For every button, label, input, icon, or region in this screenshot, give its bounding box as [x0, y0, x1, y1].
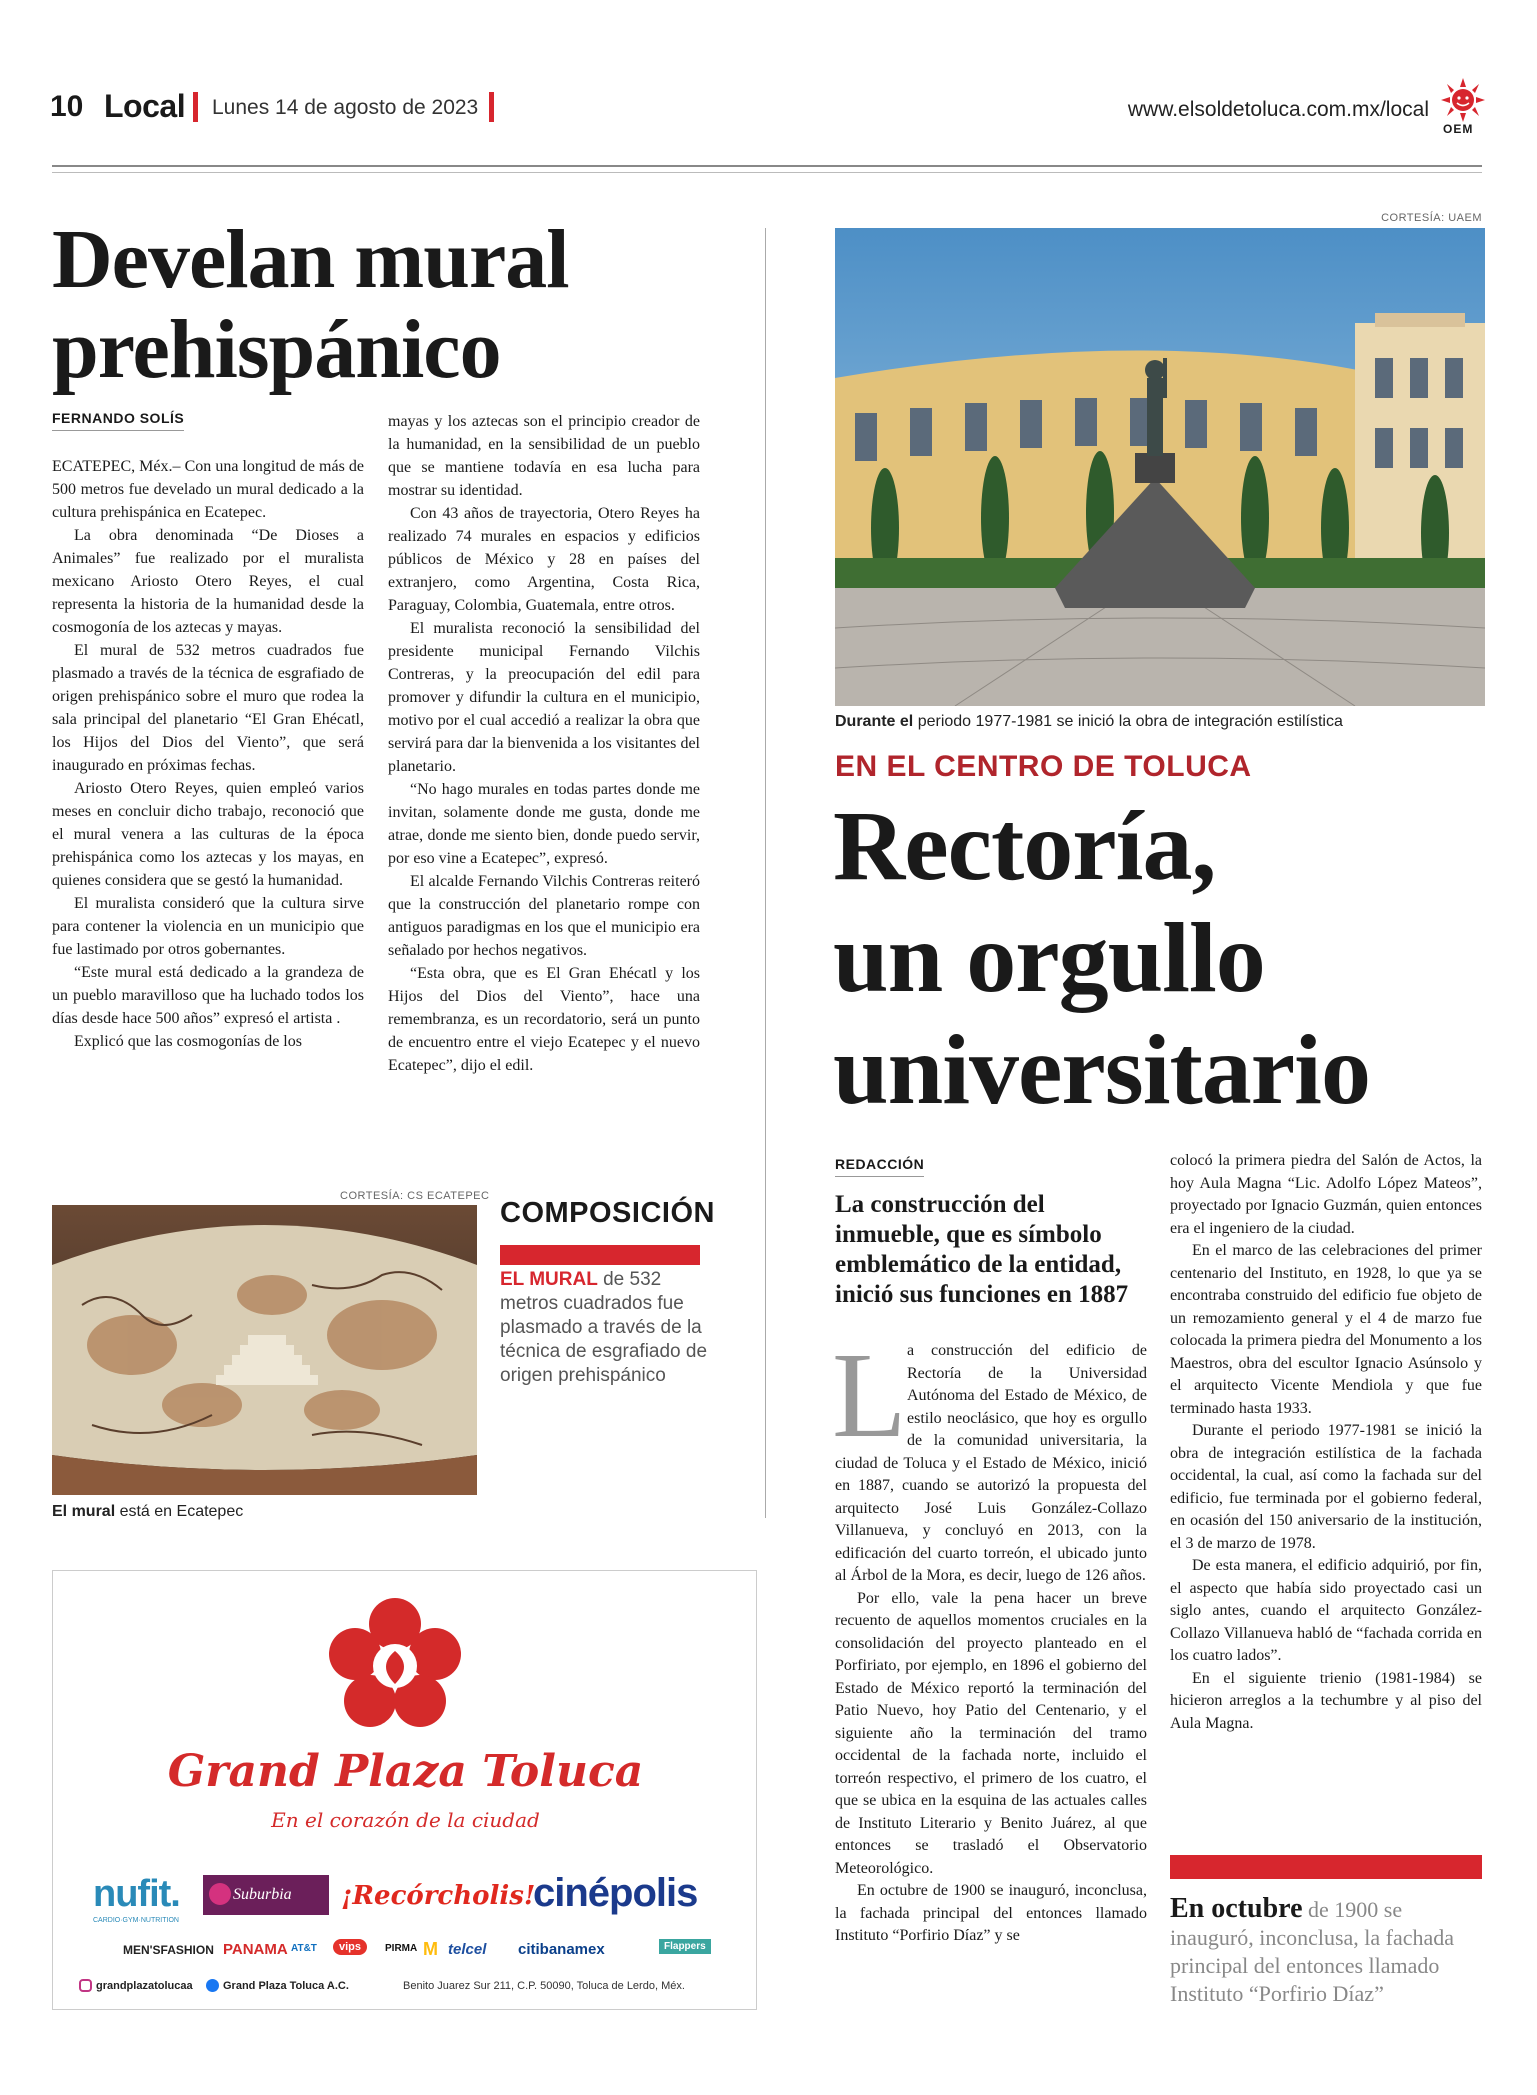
issue-date: Lunes 14 de agosto de 2023	[212, 96, 479, 119]
facebook-handle[interactable]	[206, 1979, 349, 1992]
photo-credit: CORTESÍA: UAEM	[1381, 212, 1482, 224]
paragraph: “Este mural está dedicado a la grandeza de un pueblo maravilloso que ha luchado todos los días desde hace 500 años” expresó el artista .	[52, 964, 364, 1027]
drop-cap: L	[832, 1328, 907, 1463]
paragraph: Durante el periodo 1977-1981 se inició la obra de integración estilística de la fachada occidental, la cual, así como la fachada sur del edificio, fue terminada por el gobierno federal, en ocasión del 150 aniversario de la institución, el 3 de marzo de 1978.	[1170, 1422, 1482, 1552]
header-divider	[193, 92, 198, 122]
caption-lead: El mural	[52, 1503, 116, 1520]
flappers-logo: Flappers	[659, 1939, 711, 1954]
sidebar-bar	[500, 1245, 700, 1265]
paragraph: colocó la primera piedra del Salón de Actos, la hoy Aula Magna “Lic. Adolfo López Mateos”, proyectado por Ignacio Guzmán, quien entonces era el ingeniero de la ciudad.	[1170, 1152, 1482, 1237]
cinepolis-logo: cinépolis	[533, 1871, 698, 1915]
pullquote-text: de 1900 se inauguró, inconclusa, la fachada principal del entonces llamado Instituto “Porfirio Díaz”	[1170, 1897, 1455, 2006]
paragraph: La obra denominada “De Dioses a Animales” fue realizado por el muralista mexicano Ariosto Otero Reyes, el cual representa la historia de la humanidad desde la cosmogonía de los aztecas y mayas.	[52, 527, 364, 636]
paragraph: ECATEPEC, Méx.– Con una longitud de más de 500 metros fue develado un mural dedicado a la cultura prehispánica en Ecatepec.	[52, 458, 364, 521]
header-divider	[489, 92, 494, 122]
ad-tagline: En el corazón de la ciudad	[271, 1808, 540, 1832]
ad-address: Benito Juarez Sur 211, C.P. 50090, Toluca de Lerdo, Méx.	[403, 1980, 685, 1992]
pullquote-lead: En octubre	[1170, 1893, 1303, 1924]
paragraph: En octubre de 1900 se inauguró, inconclusa, la fachada principal del entonces llamado Instituto “Porfirio Díaz” y se	[835, 1882, 1147, 1944]
article-column-2	[388, 410, 700, 1077]
paragraph: El muralista consideró que la cultura sirve para contener la violencia en un municipio que fue lastimado por otros gobernantes.	[52, 895, 364, 958]
dropcap-spacer	[835, 1340, 907, 1452]
panama-logo: PANAMA	[223, 1941, 288, 1958]
paragraph: Por ello, vale la pena hacer un breve recuento de aquellos momentos cruciales en la consolidación del proyecto planteado en el Porfiriato, por ejemplo, en 1896 el gobierno del Estado de México reportó la terminación del Patio Nuevo, hoy Patio del Centenario, y el siguiente año la terminación del tramo occidental de la fachada norte, incluido el torreón respectivo, el primero de los cuatro, el que se ubica en la esquina de las actuales calles de Instituto Literario y Benito Juárez, al que entonces se trasladó el Observatorio Meteorológico.	[835, 1589, 1147, 1877]
mural-caption	[52, 1503, 243, 1521]
headline-line: un orgullo	[833, 902, 1265, 1013]
byline: REDACCIÓN	[835, 1156, 924, 1177]
story-deck: La construcción del inmueble, que es símbolo emblemático de la entidad, inició sus funciones en 1887	[835, 1191, 1129, 1308]
page-number: 10	[50, 90, 84, 123]
headline-rectoria	[833, 790, 1493, 1126]
citibanamex-logo: citibanamex	[518, 1941, 605, 1958]
paragraph: El mural de 532 metros cuadrados fue plasmado a través de la técnica de esgrafiado de origen prehispánico sobre el muro que rodea la sala principal del planetario “El Gran Ehécatl, los Hijos del Dios del Viento”, que será inaugurado en próximas fechas.	[52, 642, 364, 774]
sidebar-title: COMPOSICIÓN	[500, 1197, 715, 1229]
flower-logo-icon	[325, 1596, 465, 1736]
store-logos-row-1	[93, 1871, 733, 1923]
paragraph: mayas y los aztecas son el principio creador de la humanidad, en la sensibilidad de un pueblo que se mantiene todavía en esa lucha para mostrar su identidad.	[388, 413, 700, 499]
paragraph: “Esta obra, que es El Gran Ehécatl y los Hijos del Dios del Viento”, hace una remembranza, es un recordatorio, será un punto de encuentro entre el viejo Ecatepec y el nuevo Ecatepec”, dijo el edil.	[388, 965, 700, 1074]
photo-credit: CORTESÍA: CS ECATEPEC	[340, 1190, 490, 1202]
header-rule	[52, 165, 1482, 173]
paragraph: Ariosto Otero Reyes, quien empleó varios meses en concluir dicho trabajo, reconoció que el mural venera a las culturas de la época prehispánica como los aztecas y los mayas, en quienes considera que se gestó la humanidad.	[52, 780, 364, 889]
byline: FERNANDO SOLÍS	[52, 410, 184, 431]
rectoria-caption	[835, 713, 1343, 731]
pirma-logo: PIRMA	[385, 1943, 418, 1954]
section-url[interactable]: www.elsoldetoluca.com.mx/local	[1127, 98, 1429, 121]
column-divider	[765, 228, 766, 1518]
vips-logo: vips	[333, 1939, 367, 1955]
sidebar-text	[500, 1268, 710, 1388]
article-column-4	[1170, 1150, 1482, 1735]
paragraph: “No hago murales en todas partes donde me invitan, solamente donde me gusta, donde me atrae, donde me siento bien, donde puedo servir, por eso vine a Ecatepec”, expresó.	[388, 781, 700, 867]
article-column-1	[52, 455, 364, 1053]
pullquote	[1170, 1895, 1482, 2008]
headline-mural: Develan mural prehispánico	[52, 213, 569, 396]
mcdonalds-logo: M	[423, 1939, 438, 1959]
caption-text: periodo 1977-1981 se inició la obra de integración estilística	[913, 713, 1343, 730]
caption-text: está en Ecatepec	[115, 1503, 244, 1520]
lead-paragraph: a construcción del edificio de Rectoría de la Universidad Autónoma del Estado de México, de estilo neoclásico, que hoy es orgullo de la comunidad universitaria, la ciudad de Toluca y el Estado de México, inició en 1887, cuando se autorizó la propuesta del arquitecto José Luis González-Collazo Villanueva, y concluyó en 2013, con la edificación del cuarto torreón, el ubicado junto al Árbol de la Mora, es decir, luego de 126 años.	[835, 1342, 1147, 1584]
headline-line: Rectoría,	[833, 790, 1216, 901]
instagram-text: grandplazatolucaa	[96, 1980, 193, 1992]
oem-logo	[1441, 78, 1485, 136]
story-kicker: EN EL CENTRO DE TOLUCA	[835, 750, 1252, 783]
paragraph	[835, 1340, 1147, 1588]
suburbia-logo	[203, 1875, 329, 1915]
nufit-subtitle: CARDIO·GYM·NUTRITION	[93, 1917, 179, 1924]
facebook-text: Grand Plaza Toluca A.C.	[223, 1980, 349, 1992]
recorcholis-logo: ¡Recórcholis!	[341, 1881, 536, 1911]
instagram-icon	[79, 1979, 92, 1992]
ad-brand: Grand Plaza Toluca	[167, 1746, 644, 1797]
grand-plaza-ad[interactable]	[52, 1570, 757, 2010]
paragraph: De esta manera, el edificio adquirió, por fin, el aspecto que había sido proyectado casi un siglo antes, cuando el arquitecto González-Collazo Villanueva habló de “fachada corrida en los cuatro lados”.	[1170, 1557, 1482, 1664]
pullquote-bar	[1170, 1855, 1482, 1879]
article-column-3	[835, 1340, 1147, 1948]
sidebar-lead: EL MURAL	[500, 1269, 598, 1290]
section-name: Local	[104, 88, 186, 124]
instagram-handle[interactable]	[79, 1979, 193, 1992]
store-logos-row-2	[123, 1939, 723, 1961]
caption-lead: Durante el	[835, 713, 914, 730]
facebook-icon	[206, 1979, 219, 1992]
mural-photo	[52, 1205, 477, 1495]
paragraph: En el marco de las celebraciones del primer centenario del Instituto, en 1928, lo que ya se encontraba construido del edificio fue objeto de un remozamiento general y el 4 de marzo fue colocada la primera piedra del Monumento a los Maestros, obra del escultor Ignacio Asúnsolo y el arquitecto Vicente Mendiola y que fue terminado hasta 1933.	[1170, 1242, 1482, 1417]
rectoria-photo	[835, 228, 1485, 706]
logo-text: OEM	[1443, 122, 1474, 136]
nufit-logo: nufit.	[93, 1873, 180, 1915]
telcel-logo: telcel	[448, 1941, 487, 1958]
paragraph: El alcalde Fernando Vilchis Contreras reiteró que la construcción del planetario rompe con antiguos paradigmas en los que el municipio era señalado por hechos negativos.	[388, 873, 700, 959]
suburbia-badge-icon	[209, 1883, 231, 1905]
att-logo: AT&T	[291, 1943, 317, 1954]
paragraph: Con 43 años de trayectoria, Otero Reyes ha realizado 74 murales en espacios y edificios públicos de México y 28 en países del extranjero, como Argentina, Costa Rica, Paraguay, Colombia, Guatemala, entre otros.	[388, 505, 700, 614]
suburbia-text: Suburbia	[233, 1886, 292, 1903]
paragraph: El muralista reconoció la sensibilidad del presidente municipal Fernando Vilchis Contreras, y la preocupación del edil para promover y difundir la cultura en el municipio, motivo por el cual accedió a realizar la obra que servirá para dar la bienvenida a los visitantes del planetario.	[388, 620, 700, 775]
mensfashion-logo: MEN'SFASHION	[123, 1943, 214, 1957]
headline-line: universitario	[833, 1014, 1370, 1125]
sidebar-body: de 532 metros cuadrados fue plasmado a través de la técnica de esgrafiado de origen prehispánico	[500, 1269, 708, 1386]
paragraph: En el siguiente trienio (1981-1984) se hicieron arreglos a la techumbre y al piso del Aula Magna.	[1170, 1669, 1482, 1732]
paragraph: Explicó que las cosmogonías de los	[74, 1033, 302, 1050]
